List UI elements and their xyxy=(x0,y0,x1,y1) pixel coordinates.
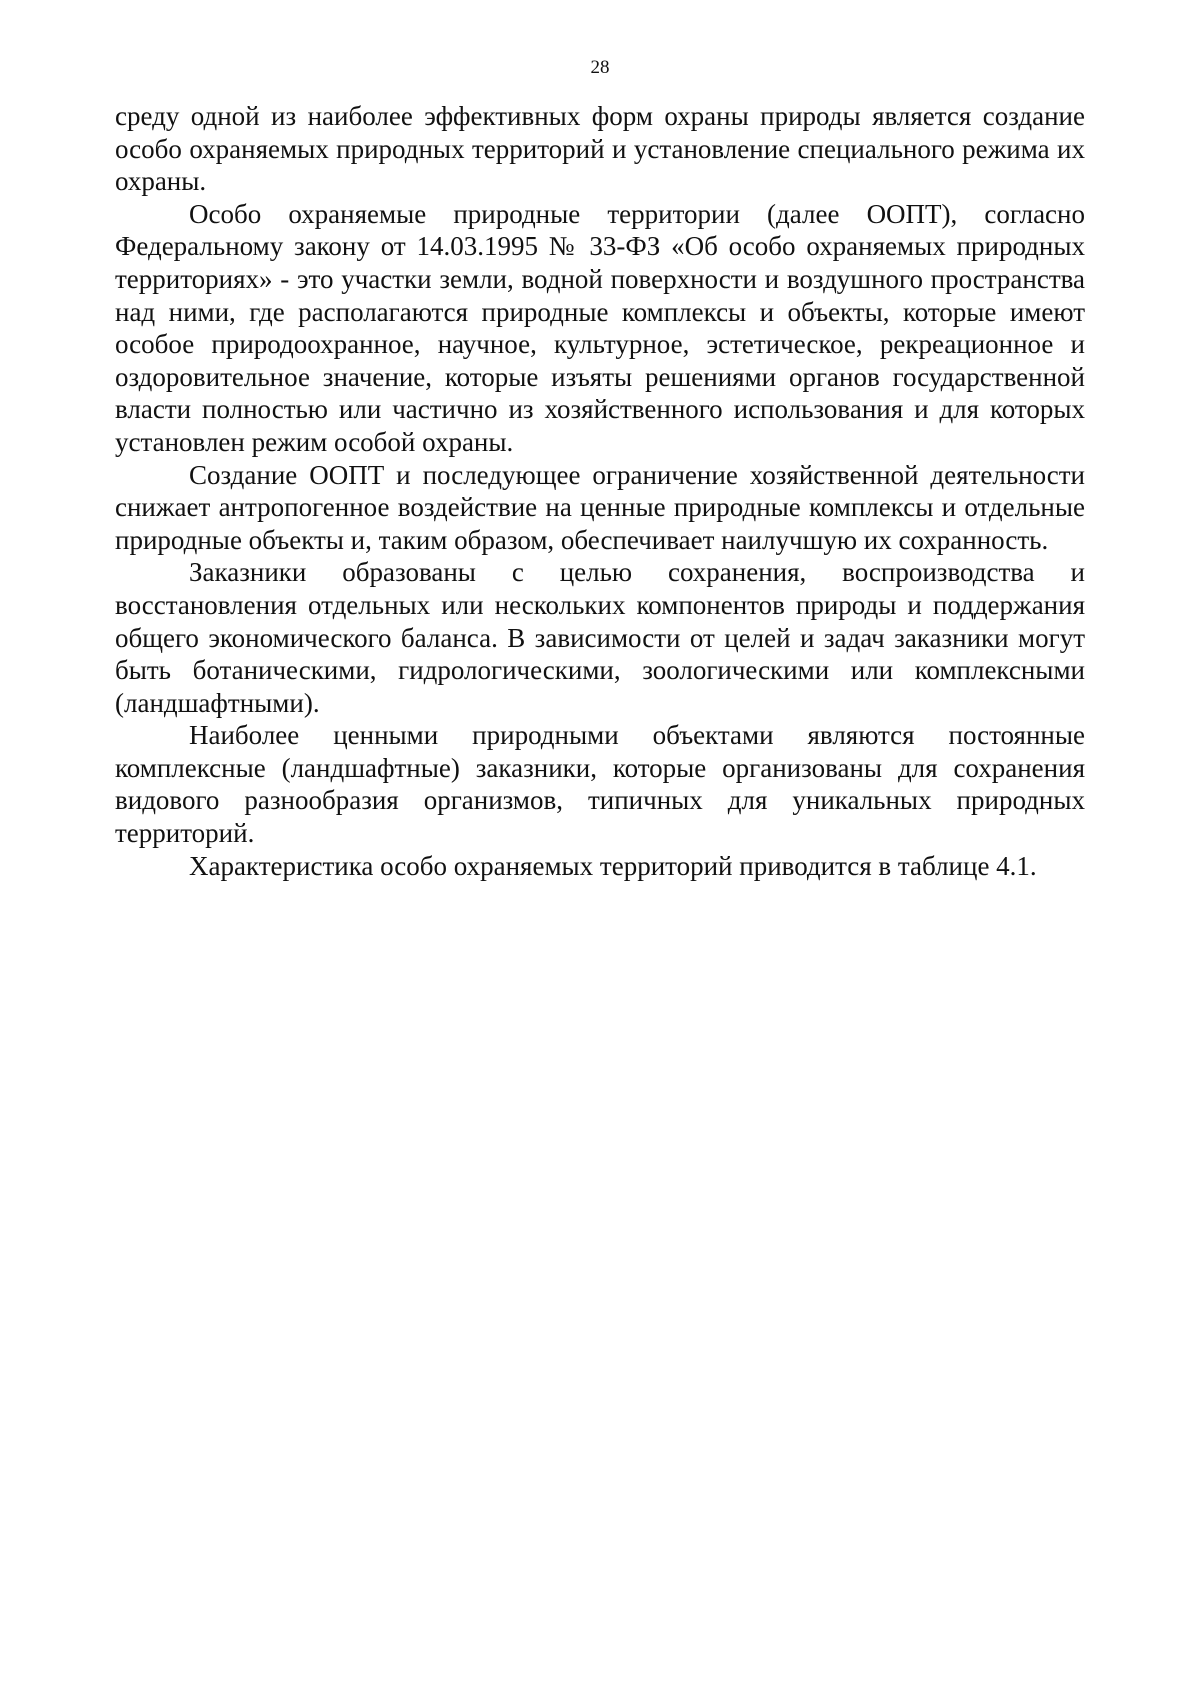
paragraph-zakazniki: Заказники образованы с целью сохранения, воспроизводства и восстановления отдельных или нескольких компонентов природы и поддержания общего экономического баланса. В зависимости от целей и задач заказники могут быть ботаническими, гидрологическими, зоологическими или комплексными (ландшафтными). xyxy=(115,557,1085,718)
paragraph-oopt-creation: Создание ООПТ и последующее ограничение хозяйственной деятельности снижает антропогенное воздействие на ценные природные комплексы и отдельные природные объекты и, таким образом, обеспечивает наилучшую их сохранность. xyxy=(115,459,1085,555)
paragraph-landscape-zakazniki: Наиболее ценными природными объектами являются постоянные комплексные (ландшафтные) заказники, которые организованы для сохранения видового разнообразия организмов, типичных для уникальных природных территорий. xyxy=(115,720,1085,849)
page-number: 28 xyxy=(590,57,610,78)
paragraph-oopt-definition: Особо охраняемые природные территории (далее ООПТ), согласно Федеральному закону от 14.03.1995 № 33-ФЗ «Об особо охраняемых природных территориях» - это участки земли, водной поверхности и воздушного пространства над ними, где располагаются природные комплексы и объекты, которые имеют особое природоохранное, научное, культурное, эстетическое, рекреационное и оздоровительное значение, которые изъяты решениями органов государственной власти полностью или частично из хозяйственного использования и для которых установлен режим особой охраны. xyxy=(115,198,1085,457)
paragraph-continued: среду одной из наиболее эффективных форм охраны природы является создание особо охраняемых природных территорий и установление специального режима их охраны. xyxy=(115,101,1085,197)
paragraph-table-reference: Характеристика особо охраняемых территорий приводится в таблице 4.1. xyxy=(189,850,1037,881)
body-text xyxy=(115,100,1085,882)
